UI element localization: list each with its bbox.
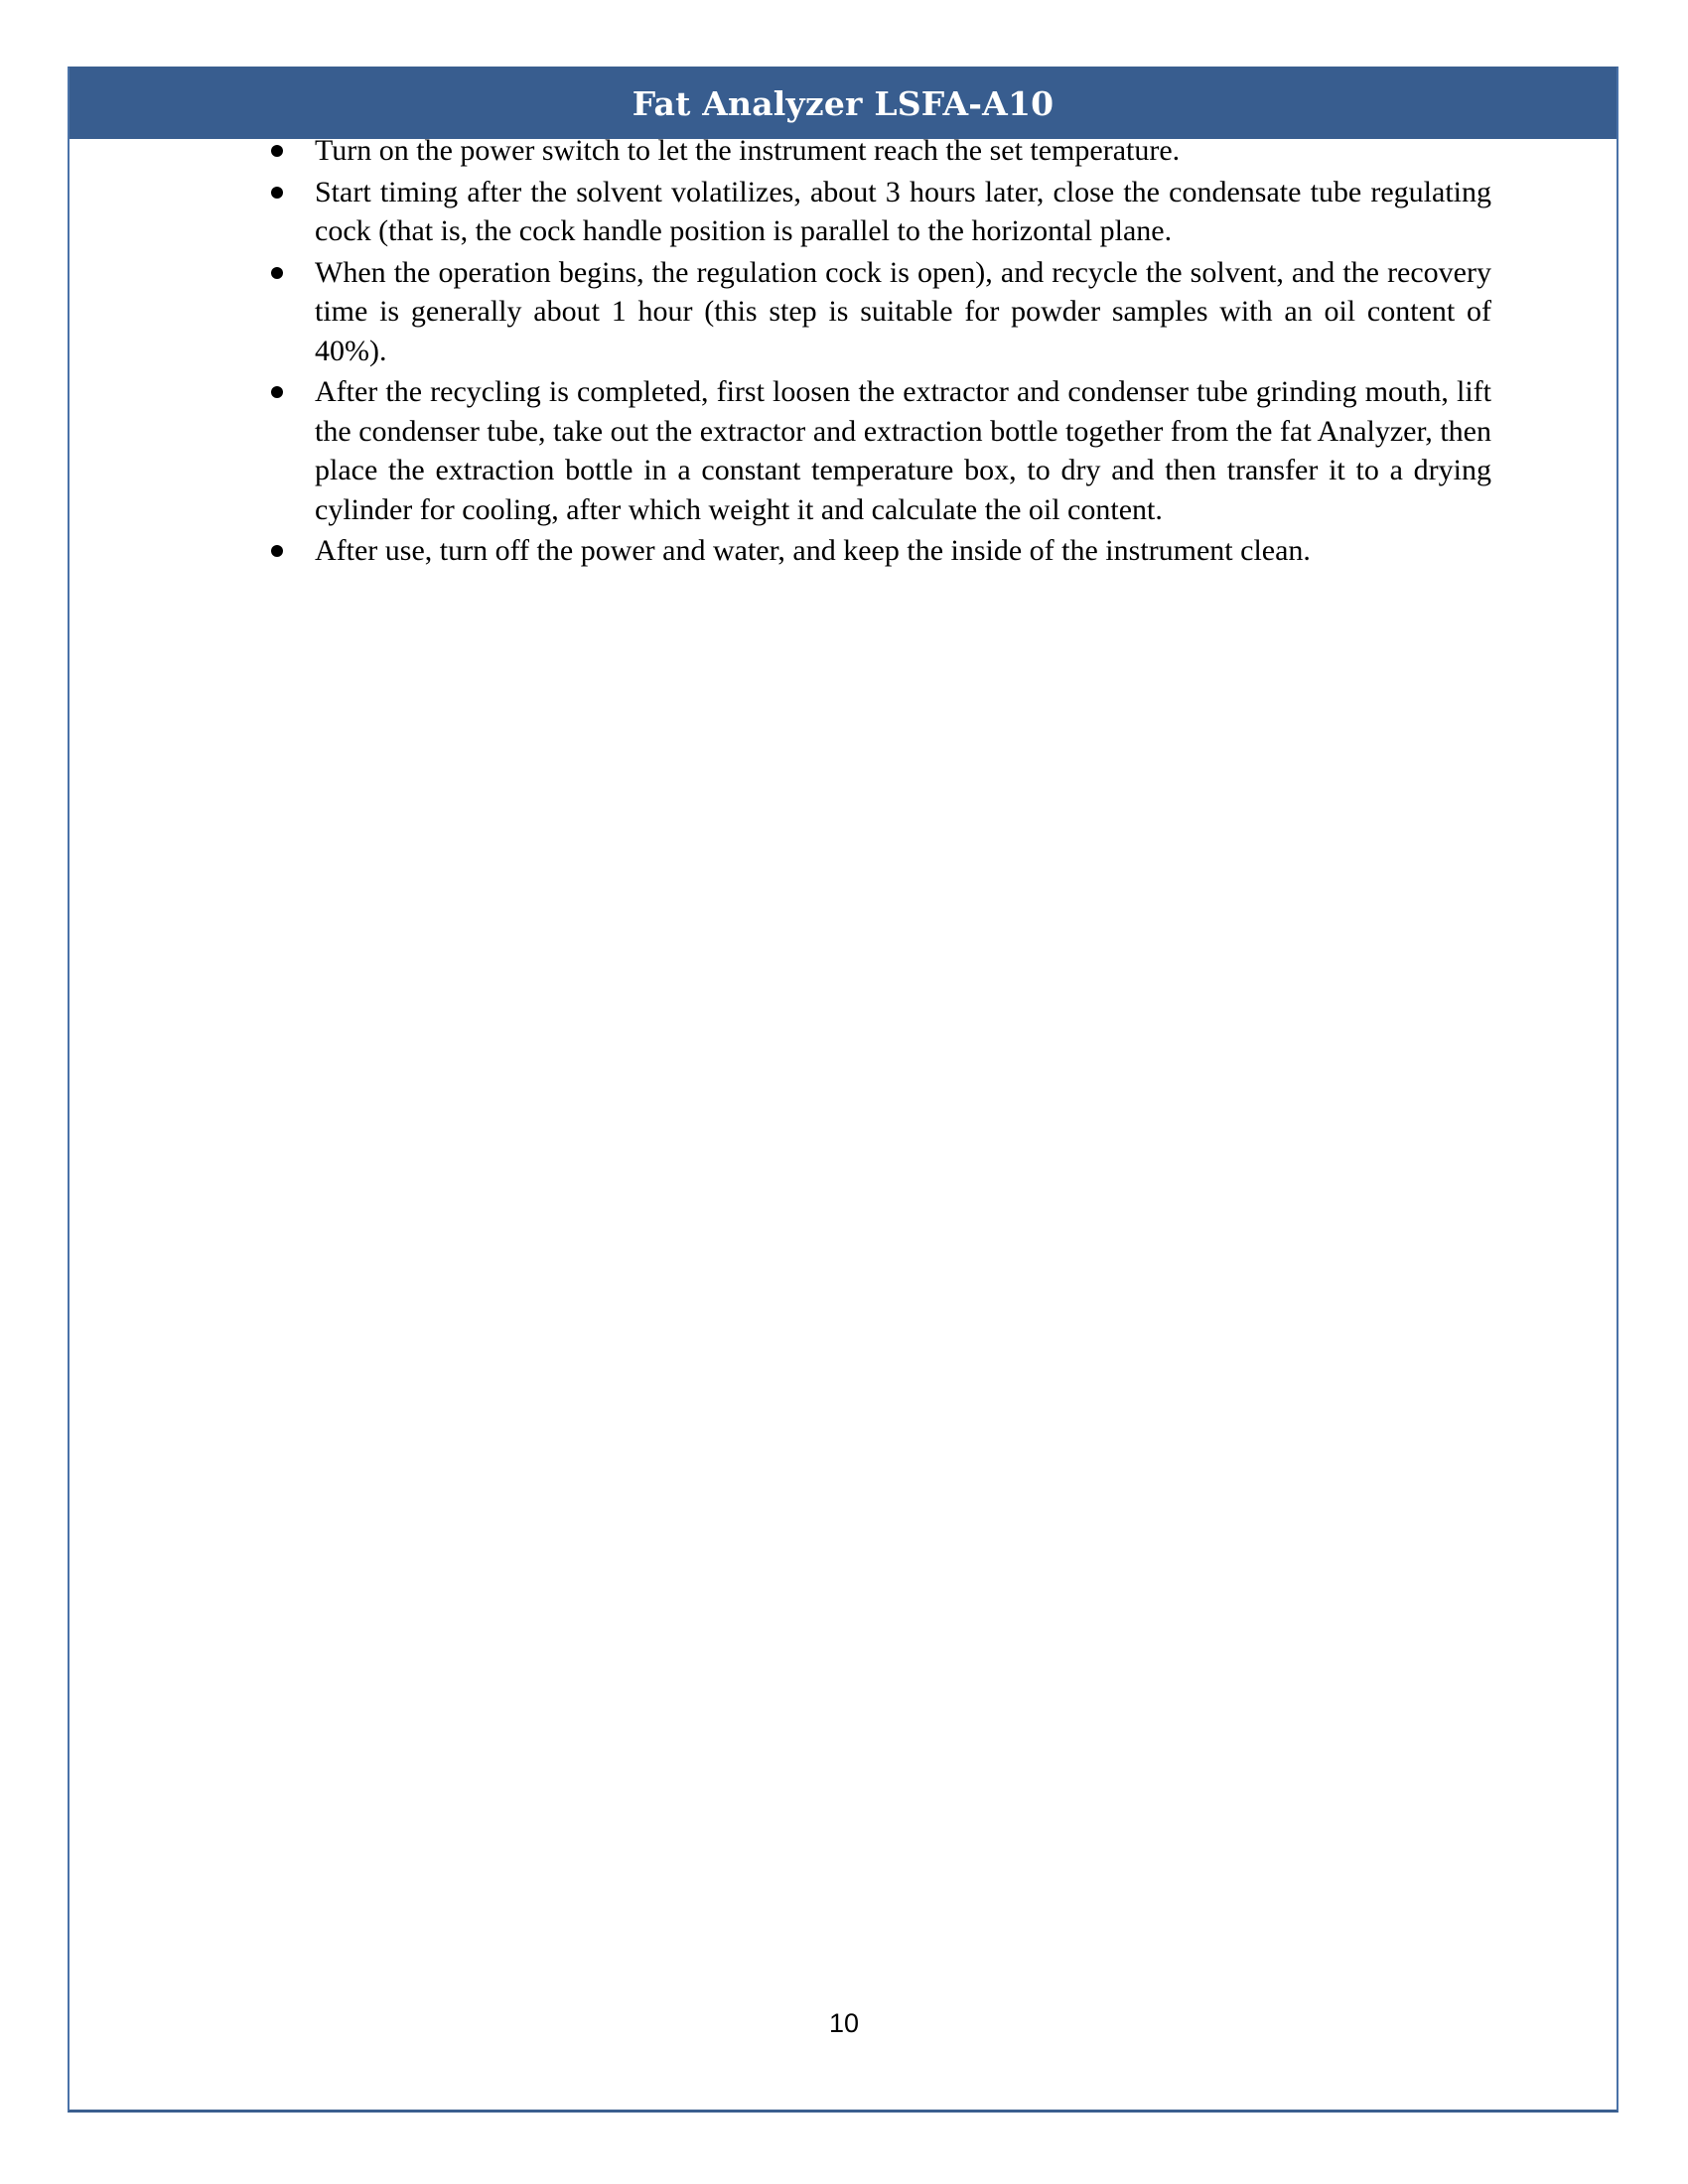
- list-item-text: After use, turn off the power and water, and keep the inside of the instrument clean.: [315, 534, 1311, 567]
- bullet-icon: [271, 267, 283, 279]
- main-content: [263, 131, 1491, 573]
- bullet-icon: [271, 386, 283, 398]
- list-item-text: Start timing after the solvent volatilizes, about 3 hours later, close the condensate tube regulating cock (that is, the cock handle position is parallel to the horizontal plane.: [315, 175, 1491, 247]
- instruction-list: [263, 131, 1491, 571]
- list-item: [263, 253, 1491, 371]
- list-item: [263, 173, 1491, 251]
- bullet-icon: [271, 545, 283, 557]
- page-number: 10: [828, 2008, 860, 2038]
- list-item: [263, 372, 1491, 529]
- bullet-icon: [271, 187, 283, 199]
- bullet-icon: [271, 145, 283, 157]
- list-item: [263, 531, 1491, 571]
- list-item: [263, 131, 1491, 171]
- list-item-text: After the recycling is completed, first loosen the extractor and condenser tube grinding mouth, lift the condenser tube, take out the extractor and extraction bottle together from the fat Analyzer, then place the extraction bottle in a constant temperature box, to dry and then transfer it to a drying cylinder for cooling, after which weight it and calculate the oil content.: [315, 375, 1491, 526]
- header-bar: [70, 68, 1617, 139]
- list-item-text: Turn on the power switch to let the instrument reach the set temperature.: [315, 134, 1181, 167]
- page-title: Fat Analyzer LSFA-A10: [632, 83, 1055, 123]
- list-item-text: When the operation begins, the regulation cock is open), and recycle the solvent, and the recovery time is generally about 1 hour (this step is suitable for powder samples with an oil content of 40%).: [315, 255, 1491, 367]
